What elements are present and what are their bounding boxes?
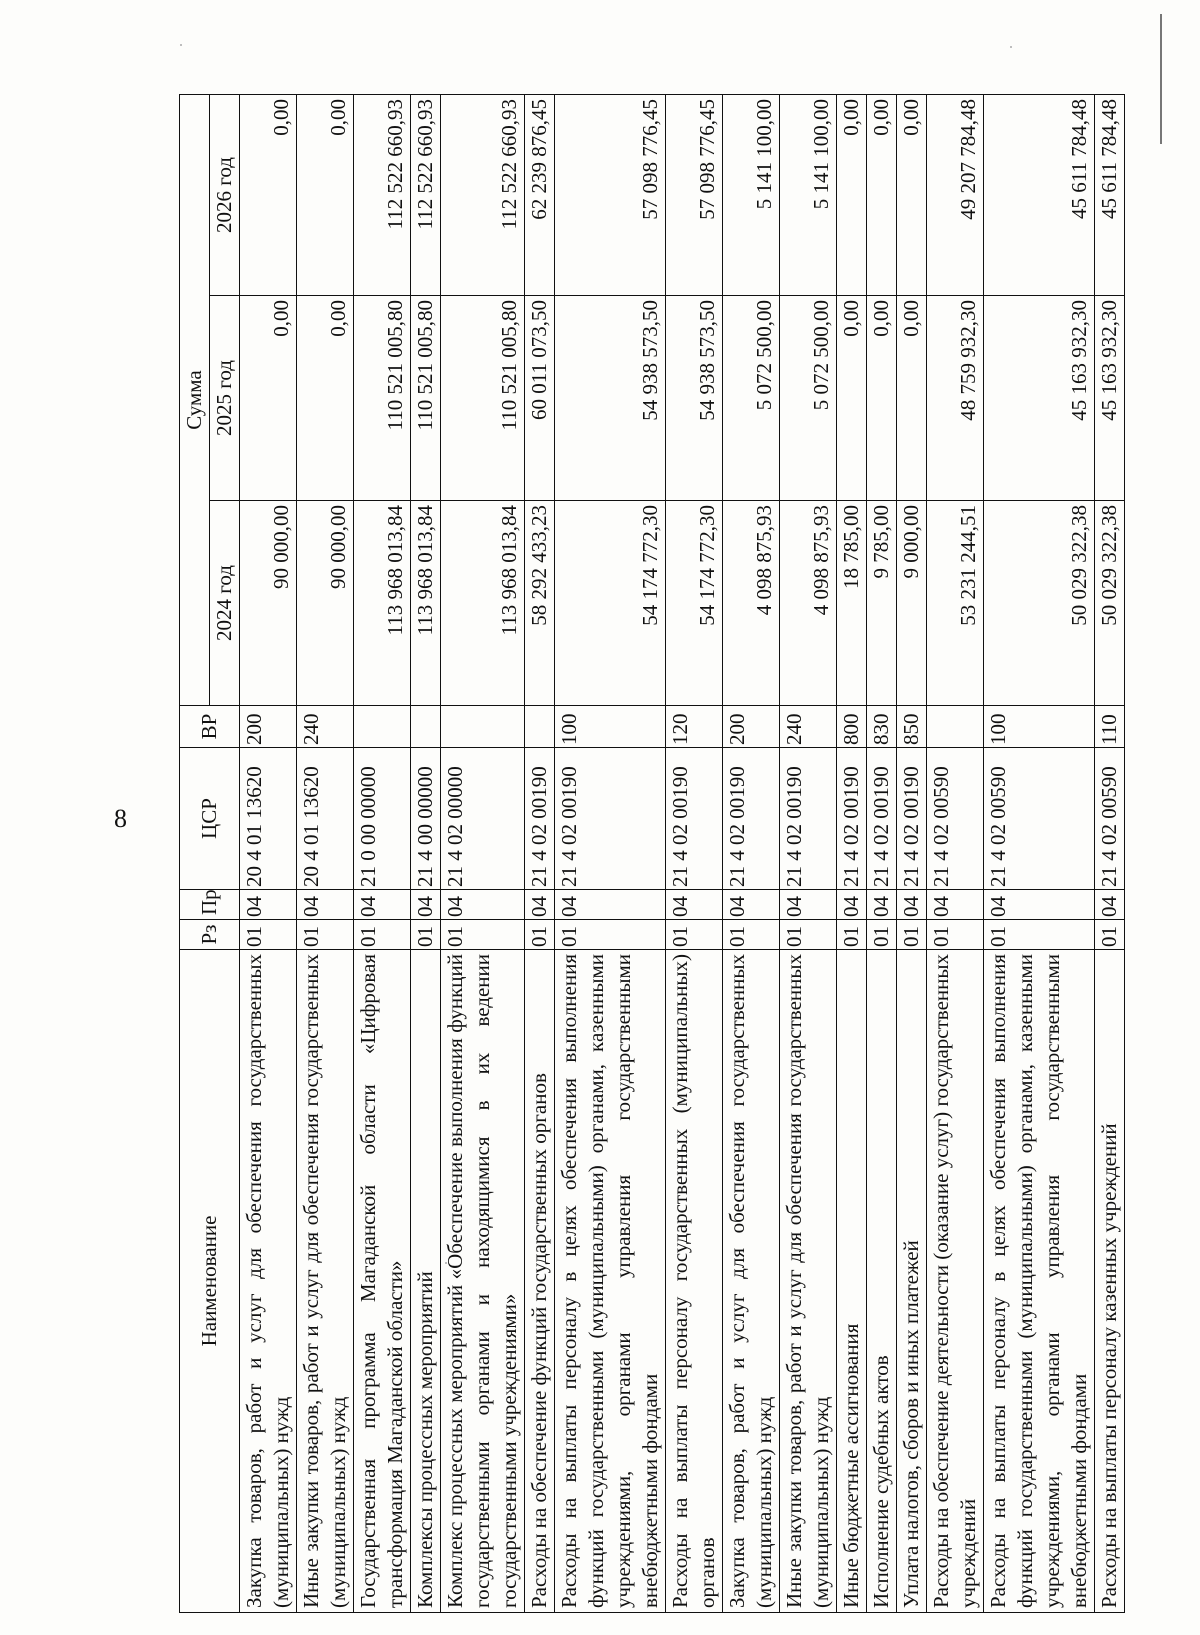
table-row: [927, 94, 984, 1612]
cell-csr: 21 4 02 00190: [723, 748, 780, 890]
table-row: [555, 94, 666, 1612]
cell-2024: 4 098 875,93: [780, 501, 837, 706]
cell-2026: 57 098 776,45: [666, 94, 723, 295]
cell-2024: 50 029 322,38: [1095, 501, 1125, 706]
cell-2025: 5 072 500,00: [723, 296, 780, 501]
cell-2024: 113 968 013,84: [441, 501, 525, 706]
header-2026: 2026 год: [210, 94, 240, 295]
cell-2026: 112 522 660,93: [411, 94, 441, 295]
cell-csr: 21 4 02 00190: [666, 748, 723, 890]
cell-name: Расходы на выплаты персоналу государственных (муниципальных) органов: [666, 950, 723, 1613]
cell-csr: 21 4 02 00190: [867, 748, 897, 890]
cell-name: Иные закупки товаров, работ и услуг для обеспечения государственных (муниципальных) нужд: [780, 950, 837, 1613]
cell-vr: [441, 706, 525, 748]
cell-2025: 110 521 005,80: [411, 296, 441, 501]
header-name: Наименование: [180, 950, 240, 1613]
table-row: [837, 94, 867, 1612]
cell-csr: 21 4 02 00000: [441, 748, 525, 890]
cell-csr: 21 4 02 00190: [525, 748, 555, 890]
cell-vr: [927, 706, 984, 748]
cell-2024: 113 968 013,84: [411, 501, 441, 706]
cell-2024: 113 968 013,84: [354, 501, 411, 706]
cell-2026: 57 098 776,45: [555, 94, 666, 295]
cell-csr: 20 4 01 13620: [240, 748, 297, 890]
cell-csr: 21 4 02 00590: [1095, 748, 1125, 890]
table-rotator: [179, 95, 1121, 1613]
header-csr: ЦСР: [180, 748, 240, 890]
cell-csr: 21 4 02 00190: [555, 748, 666, 890]
cell-vr: 100: [555, 706, 666, 748]
table-row: [240, 94, 297, 1612]
cell-vr: 100: [984, 706, 1095, 748]
cell-2026: 0,00: [240, 94, 297, 295]
cell-2024: 9 000,00: [897, 501, 927, 706]
cell-2026: 112 522 660,93: [441, 94, 525, 295]
budget-table: [179, 94, 1125, 1613]
cell-rz: 01: [441, 920, 525, 950]
cell-csr: 21 4 02 00590: [984, 748, 1095, 890]
cell-rz: 01: [555, 920, 666, 950]
table-row: [666, 94, 723, 1612]
cell-csr: 20 4 01 13620: [297, 748, 354, 890]
scan-speck: [1010, 46, 1012, 48]
cell-rz: 01: [897, 920, 927, 950]
cell-2026: 5 141 100,00: [723, 94, 780, 295]
cell-name: Исполнение судебных актов: [867, 950, 897, 1613]
cell-name: Уплата налогов, сборов и иных платежей: [897, 950, 927, 1613]
cell-rz: 01: [837, 920, 867, 950]
cell-vr: [525, 706, 555, 748]
cell-rz: 01: [780, 920, 837, 950]
cell-name: Комплексы процессных мероприятий: [411, 950, 441, 1613]
cell-vr: 240: [780, 706, 837, 748]
header-2024: 2024 год: [210, 501, 240, 706]
header-row-1: [180, 94, 210, 1612]
table-row: [984, 94, 1095, 1612]
cell-rz: 01: [240, 920, 297, 950]
cell-pr: 04: [927, 890, 984, 920]
cell-2025: 0,00: [867, 296, 897, 501]
table-row: [897, 94, 927, 1612]
scan-edge-line: [1160, 14, 1162, 144]
header-rz: Рз: [180, 920, 240, 950]
cell-name: Закупка товаров, работ и услуг для обеспечения государственных (муниципальных) нужд: [723, 950, 780, 1613]
cell-name: Расходы на выплаты персоналу казенных учреждений: [1095, 950, 1125, 1613]
table-row: [411, 94, 441, 1612]
cell-rz: 01: [1095, 920, 1125, 950]
table-row: [1095, 94, 1125, 1612]
table-row: [525, 94, 555, 1612]
cell-pr: 04: [297, 890, 354, 920]
cell-name: Государственная программа Магаданской области «Цифровая трансформация Магаданской области»: [354, 950, 411, 1613]
cell-2026: 0,00: [837, 94, 867, 295]
cell-pr: 04: [441, 890, 525, 920]
cell-pr: 04: [666, 890, 723, 920]
cell-pr: 04: [240, 890, 297, 920]
cell-pr: 04: [555, 890, 666, 920]
cell-pr: 04: [867, 890, 897, 920]
cell-vr: 240: [297, 706, 354, 748]
cell-rz: 01: [867, 920, 897, 950]
cell-name: Иные закупки товаров, работ и услуг для обеспечения государственных (муниципальных) нужд: [297, 950, 354, 1613]
cell-2025: 5 072 500,00: [780, 296, 837, 501]
cell-2025: 45 163 932,30: [1095, 296, 1125, 501]
cell-pr: 04: [897, 890, 927, 920]
cell-pr: 04: [354, 890, 411, 920]
rotated-table-container: [179, 95, 1121, 1613]
cell-2026: 5 141 100,00: [780, 94, 837, 295]
cell-2025: 0,00: [837, 296, 867, 501]
table-body: [240, 94, 1125, 1612]
table-row: [780, 94, 837, 1612]
cell-2024: 58 292 433,23: [525, 501, 555, 706]
cell-vr: 200: [723, 706, 780, 748]
table-row: [867, 94, 897, 1612]
cell-csr: 21 4 02 00190: [837, 748, 867, 890]
cell-vr: 850: [897, 706, 927, 748]
cell-2024: 54 174 772,30: [666, 501, 723, 706]
cell-pr: 04: [723, 890, 780, 920]
cell-name: Закупка товаров, работ и услуг для обеспечения государственных (муниципальных) нужд: [240, 950, 297, 1613]
cell-2024: 18 785,00: [837, 501, 867, 706]
cell-2025: 0,00: [297, 296, 354, 501]
table-row: [441, 94, 525, 1612]
cell-vr: 120: [666, 706, 723, 748]
cell-vr: 830: [867, 706, 897, 748]
cell-2025: 48 759 932,30: [927, 296, 984, 501]
cell-2026: 112 522 660,93: [354, 94, 411, 295]
cell-csr: 21 0 00 00000: [354, 748, 411, 890]
cell-2024: 9 785,00: [867, 501, 897, 706]
cell-2025: 110 521 005,80: [441, 296, 525, 501]
header-pr: Пр: [180, 890, 240, 920]
cell-name: Комплекс процессных мероприятий «Обеспечение выполнения функций государственными органами и находящимися в их ведении государственными учреждениями»: [441, 950, 525, 1613]
cell-csr: 21 4 00 00000: [411, 748, 441, 890]
cell-vr: [411, 706, 441, 748]
cell-rz: 01: [354, 920, 411, 950]
cell-name: Иные бюджетные ассигнования: [837, 950, 867, 1613]
cell-csr: 21 4 02 00190: [897, 748, 927, 890]
header-2025: 2025 год: [210, 296, 240, 501]
cell-rz: 01: [297, 920, 354, 950]
cell-2026: 62 239 876,45: [525, 94, 555, 295]
cell-2025: 0,00: [897, 296, 927, 501]
cell-2026: 45 611 784,48: [1095, 94, 1125, 295]
cell-rz: 01: [927, 920, 984, 950]
cell-pr: 04: [525, 890, 555, 920]
cell-2024: 90 000,00: [240, 501, 297, 706]
page-number: 8: [114, 804, 127, 833]
cell-vr: 800: [837, 706, 867, 748]
cell-rz: 01: [525, 920, 555, 950]
cell-2026: 45 611 784,48: [984, 94, 1095, 295]
cell-csr: 21 4 02 00190: [780, 748, 837, 890]
scan-speck: [180, 44, 182, 46]
cell-name: Расходы на выплаты персоналу в целях обеспечения выполнения функций государственными (муниципальными) органами, казенными учреждениями, органами управления государственными внебюджетными фондами: [555, 950, 666, 1613]
cell-2025: 45 163 932,30: [984, 296, 1095, 501]
cell-pr: 04: [837, 890, 867, 920]
cell-name: Расходы на выплаты персоналу в целях обеспечения выполнения функций государственными (муниципальными) органами, казенными учреждениями, органами управления государственными внебюджетными фондами: [984, 950, 1095, 1613]
cell-rz: 01: [984, 920, 1095, 950]
cell-vr: [354, 706, 411, 748]
table-row: [297, 94, 354, 1612]
cell-2026: 0,00: [867, 94, 897, 295]
cell-pr: 04: [984, 890, 1095, 920]
header-sum: Сумма: [180, 94, 210, 705]
cell-name: Расходы на обеспечение функций государственных органов: [525, 950, 555, 1613]
cell-rz: 01: [723, 920, 780, 950]
table-row: [354, 94, 411, 1612]
cell-2024: 50 029 322,38: [984, 501, 1095, 706]
cell-2024: 54 174 772,30: [555, 501, 666, 706]
cell-vr: 200: [240, 706, 297, 748]
cell-2026: 49 207 784,48: [927, 94, 984, 295]
cell-2025: 110 521 005,80: [354, 296, 411, 501]
cell-rz: 01: [411, 920, 441, 950]
cell-2024: 90 000,00: [297, 501, 354, 706]
cell-csr: 21 4 02 00590: [927, 748, 984, 890]
cell-2024: 53 231 244,51: [927, 501, 984, 706]
cell-rz: 01: [666, 920, 723, 950]
cell-2025: 54 938 573,50: [666, 296, 723, 501]
table-row: [723, 94, 780, 1612]
cell-pr: 04: [780, 890, 837, 920]
cell-2025: 60 011 073,50: [525, 296, 555, 501]
cell-vr: 110: [1095, 706, 1125, 748]
cell-2025: 0,00: [240, 296, 297, 501]
cell-2024: 4 098 875,93: [723, 501, 780, 706]
header-vr: ВР: [180, 706, 240, 748]
cell-2026: 0,00: [897, 94, 927, 295]
cell-pr: 04: [411, 890, 441, 920]
cell-2026: 0,00: [297, 94, 354, 295]
cell-pr: 04: [1095, 890, 1125, 920]
cell-name: Расходы на обеспечение деятельности (оказание услуг) государственных учреждений: [927, 950, 984, 1613]
cell-2025: 54 938 573,50: [555, 296, 666, 501]
